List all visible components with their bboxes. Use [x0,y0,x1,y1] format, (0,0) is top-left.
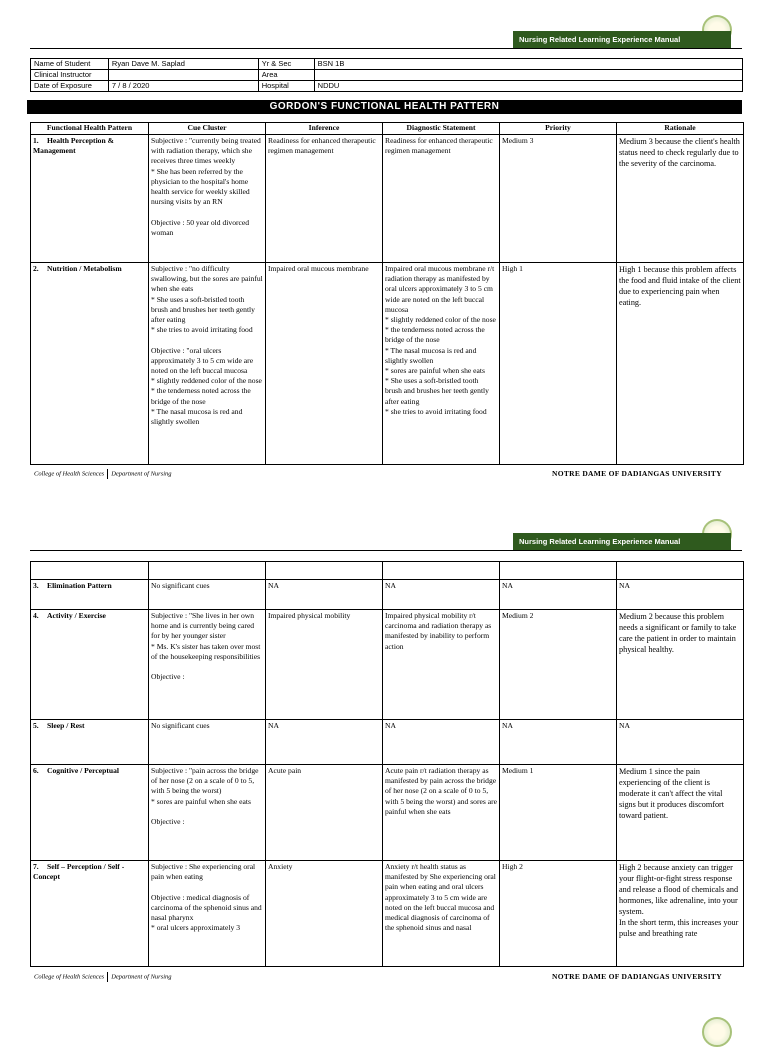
pattern-cell: 3. Elimination Pattern [31,580,149,610]
priority-cell: Medium 1 [500,765,617,861]
diagnostic-cell: Impaired physical mobility r/t carcinoma and radiation therapy as manifested by inability to perform action [383,610,500,720]
page-title: GORDON'S FUNCTIONAL HEALTH PATTERN [27,100,742,114]
diagnostic-cell: Acute pain r/t radiation therapy as manifested by pain across the bridge of her nose (2 on a scale of 0 to 5, with 5 being the worst) and sores are painful when she eats [383,765,500,861]
area-value [314,70,742,81]
gfhp-table-page-2 [30,561,744,967]
cue-cell: Subjective : "She lives in her own home and is currently being cared for by her younger sister * Ms. K's sister has taken over most of the housekeeping responsibilities Objective : [149,610,266,720]
instructor-label: Clinical Instructor [31,70,109,81]
rationale-cell: Medium 1 since the pain experiencing of the client is moderate it can't affect the vital signs but it produces discomfort toward patient. [617,765,744,861]
pattern-cell: 2. Nutrition / Metabolism [31,263,149,465]
header-priority: Priority [500,123,617,135]
cue-cell: Subjective : "pain across the bridge of her nose (2 on a scale of 0 to 5, with 5 being the worst) * sores are painful when she eats Objective : [149,765,266,861]
header-rationale: Rationale [617,123,744,135]
inference-cell: Impaired physical mobility [266,610,383,720]
diagnostic-cell: NA [383,720,500,765]
header-divider [30,48,742,49]
rationale-cell: High 2 because anxiety can trigger your flight-or-fight stress response and release a flood of chemicals and hormones, like adrenaline, into your system. In the short term, this increases your pulse and breathing rate [617,861,744,967]
priority-cell: NA [500,580,617,610]
pattern-cell: 1. Health Perception & Management [31,135,149,263]
diagnostic-cell: Readiness for enhanced therapeutic regimen management [383,135,500,263]
table-row [31,765,744,861]
table-row [31,720,744,765]
yr-sec-label: Yr & Sec [258,59,314,70]
inference-cell: NA [266,580,383,610]
empty-header-row [31,562,744,580]
table-header-row [31,123,744,135]
exposure-value: 7 / 8 / 2020 [108,81,258,92]
footer-university: NOTRE DAME OF DADIANGAS UNIVERSITY [552,972,722,981]
priority-cell: Medium 2 [500,610,617,720]
cue-cell: No significant cues [149,720,266,765]
gfhp-table-page-1 [30,122,744,465]
instructor-value [108,70,258,81]
pattern-cell: 5. Sleep / Rest [31,720,149,765]
diagnostic-cell: Impaired oral mucous membrane r/t radiation therapy as manifested by oral ulcers approximately 3 to 5 cm wide are noted on the left buccal mucosa * slightly reddened color of the nose * the tenderness noted across the bridge of the nose * The nasal mucosa is red and slightly swollen * sores are painful when she eats * She uses a soft-bristled tooth brush and brushes her teeth gently after eating * she tries to avoid irritating food [383,263,500,465]
name-value: Ryan Dave M. Saplad [108,59,258,70]
priority-cell: High 2 [500,861,617,967]
footer-separator [107,972,108,982]
student-info-table [30,58,743,92]
cue-cell: Subjective : She experiencing oral pain when eating Objective : medical diagnosis of carcinoma of the sphenoid sinus and nasal pharynx * oral ulcers approximately 3 [149,861,266,967]
header-cue: Cue Cluster [149,123,266,135]
cue-cell: Subjective : "currently being treated with radiation therapy, which she receives three times weekly * She has been referred by the physician to the hospital's home health service for weekly skilled nursing visits by an RN Objective : 50 year old divorced woman [149,135,266,263]
table-row [31,861,744,967]
diagnostic-cell: NA [383,580,500,610]
footer-college: College of Health Sciences [34,470,105,478]
hospital-value: NDDU [314,81,742,92]
footer-separator [107,469,108,479]
diagnostic-cell: Anxiety r/t health status as manifested by She experiencing oral pain when eating and oral ulcers approximately 3 to 5 cm wide are noted on the left buccal mucosa and medical diagnosis of carcinoma of the sphenoid sinus and nasal [383,861,500,967]
table-row [31,610,744,720]
manual-banner: Nursing Related Learning Experience Manual [513,533,731,550]
footer-university: NOTRE DAME OF DADIANGAS UNIVERSITY [552,469,722,478]
inference-cell: Anxiety [266,861,383,967]
rationale-cell: High 1 because this problem affects the food and fluid intake of the client due to experiencing pain when eating. [617,263,744,465]
rationale-cell: NA [617,580,744,610]
manual-banner: Nursing Related Learning Experience Manual [513,31,731,48]
rationale-cell: Medium 2 because this problem needs a significant or family to take care the patient in order to maintain physical healthy. [617,610,744,720]
pattern-cell: 7. Self – Perception / Self - Concept [31,861,149,967]
table-row [31,135,744,263]
cue-cell: No significant cues [149,580,266,610]
priority-cell: High 1 [500,263,617,465]
inference-cell: Readiness for enhanced therapeutic regimen management [266,135,383,263]
yr-sec-value: BSN 1B [314,59,742,70]
page-2 [0,497,768,1024]
page-1 [0,0,768,497]
area-label: Area [258,70,314,81]
university-seal-icon [702,1017,732,1047]
hospital-label: Hospital [258,81,314,92]
footer-college: College of Health Sciences [34,973,105,981]
priority-cell: NA [500,720,617,765]
inference-cell: NA [266,720,383,765]
header-divider [30,550,742,551]
footer-department: Department of Nursing [111,470,172,478]
table-row [31,580,744,610]
footer-left [34,972,172,982]
footer-left [34,469,172,479]
pattern-cell: 4. Activity / Exercise [31,610,149,720]
name-label: Name of Student [31,59,109,70]
table-row [31,263,744,465]
priority-cell: Medium 3 [500,135,617,263]
rationale-cell: NA [617,720,744,765]
pattern-cell: 6. Cognitive / Perceptual [31,765,149,861]
exposure-label: Date of Exposure [31,81,109,92]
inference-cell: Acute pain [266,765,383,861]
cue-cell: Subjective : "no difficulty swallowing, but the sores are painful when she eats * She uses a soft-bristled tooth brush and brushes her teeth gently after eating * she tries to avoid irritating food Objective : "oral ulcers approximately 3 to 5 cm wide are noted on the left buccal mucosa * slightly reddened color of the nose * the tenderness noted across the bridge of the nose * The nasal mucosa is red and slightly swollen [149,263,266,465]
header-pattern: Functional Health Pattern [31,123,149,135]
header-inference: Inference [266,123,383,135]
footer-department: Department of Nursing [111,973,172,981]
inference-cell: Impaired oral mucous membrane [266,263,383,465]
header-diagnostic: Diagnostic Statement [383,123,500,135]
rationale-cell: Medium 3 because the client's health status need to check regularly due to the severity of the carcinoma. [617,135,744,263]
